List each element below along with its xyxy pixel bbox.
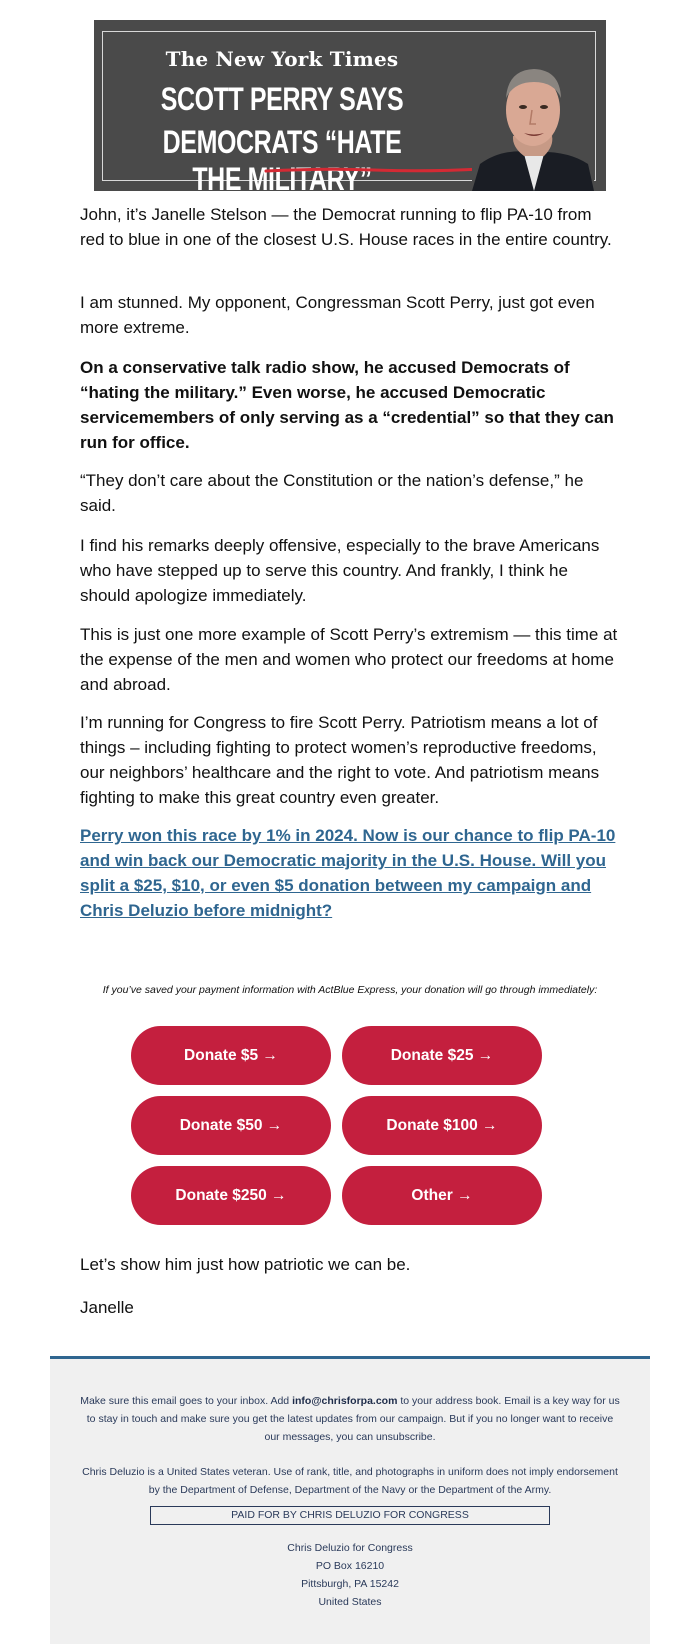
inbox-text-after: to your address book. Email is a key way for us to stay in touch and make sure you get the latest updates from our campaign. But if you no longer want to receive our messages, you can unsubscribe. — [86, 1395, 620, 1443]
paragraph-patriotism: I’m running for Congress to fire Scott Perry. Patriotism means a lot of things – including fighting to protect women’s reproductive freedoms, our neighbors’ healthcare and the right to vote. And patriotism means fighting to make this great country even greater. — [80, 713, 600, 807]
mailing-address — [150, 1539, 550, 1611]
banner-headline-line2: DEMOCRATS “HATE THE MILITARY” — [162, 124, 402, 191]
paragraph-intro: John, it’s Janelle Stelson — the Democrat running to flip PA-10 from red to blue in one of the closest U.S. House races in the entire country. — [80, 205, 612, 249]
address-line-country: United States — [318, 1596, 382, 1608]
donation-cta-link[interactable]: Perry won this race by 1% in 2024. Now is our chance to flip PA-10 and win back our Democratic majority in the U.S. House. Will you split a $25, $10, or even $5 donation between my campaign and Chris Deluzio before midnight? — [80, 826, 616, 920]
newspaper-masthead: The New York Times — [165, 47, 399, 71]
contact-email[interactable]: info@chrisforpa.com — [292, 1395, 398, 1407]
signature: Janelle — [80, 1298, 134, 1317]
veteran-disclaimer: Chris Deluzio is a United States veteran. Use of rank, title, and photographs in uniform does not imply endorsement by the Department of Defense, Department of the Navy or the Department of the Army. — [82, 1466, 618, 1496]
donate-25-button[interactable]: Donate $25 → — [342, 1026, 542, 1085]
footer — [50, 1356, 650, 1644]
footer-inbox-notice — [80, 1392, 620, 1446]
hero-banner — [94, 20, 606, 191]
paragraph-stunned: I am stunned. My opponent, Congressman Scott Perry, just got even more extreme. — [80, 293, 595, 337]
paid-for-box: PAID FOR BY CHRIS DELUZIO FOR CONGRESS — [150, 1506, 550, 1525]
address-line-org: Chris Deluzio for Congress — [287, 1542, 413, 1554]
address-line-pobox: PO Box 16210 — [315, 1560, 385, 1572]
paragraph-radio-show: On a conservative talk radio show, he accused Democrats of “hating the military.” Even worse, he accused Democratic servicemembers of only serving as a “credential” so that they can run for office. — [80, 358, 614, 452]
banner-headline-line1: SCOTT PERRY SAYS — [160, 81, 404, 117]
paragraph-quote: “They don’t care about the Constitution or the nation’s defense,” he said. — [80, 471, 584, 515]
red-underline-stroke — [264, 166, 484, 174]
paragraph-extremism: This is just one more example of Scott Perry’s extremism — this time at the expense of the men and women who protect our freedoms at home and abroad. — [80, 625, 618, 694]
closing-line: Let’s show him just how patriotic we can be. — [80, 1255, 411, 1274]
inbox-text-before: Make sure this email goes to your inbox. Add — [80, 1395, 293, 1407]
donate-100-button[interactable]: Donate $100 → — [342, 1096, 542, 1155]
donate-50-button[interactable]: Donate $50 → — [131, 1096, 331, 1155]
donate-250-button[interactable]: Donate $250 → — [131, 1166, 331, 1225]
donate-5-button[interactable]: Donate $5 → — [131, 1026, 331, 1085]
address-line-city: Pittsburgh, PA 15242 — [301, 1578, 399, 1590]
politician-portrait — [472, 52, 594, 191]
paragraph-offensive: I find his remarks deeply offensive, especially to the brave Americans who have stepped up to serve this country. And frankly, I think he should apologize immediately. — [80, 536, 600, 605]
actblue-express-note: If you’ve saved your payment information with ActBlue Express, your donation will go through immediately: — [102, 984, 598, 996]
donate-other-button[interactable]: Other → — [342, 1166, 542, 1225]
